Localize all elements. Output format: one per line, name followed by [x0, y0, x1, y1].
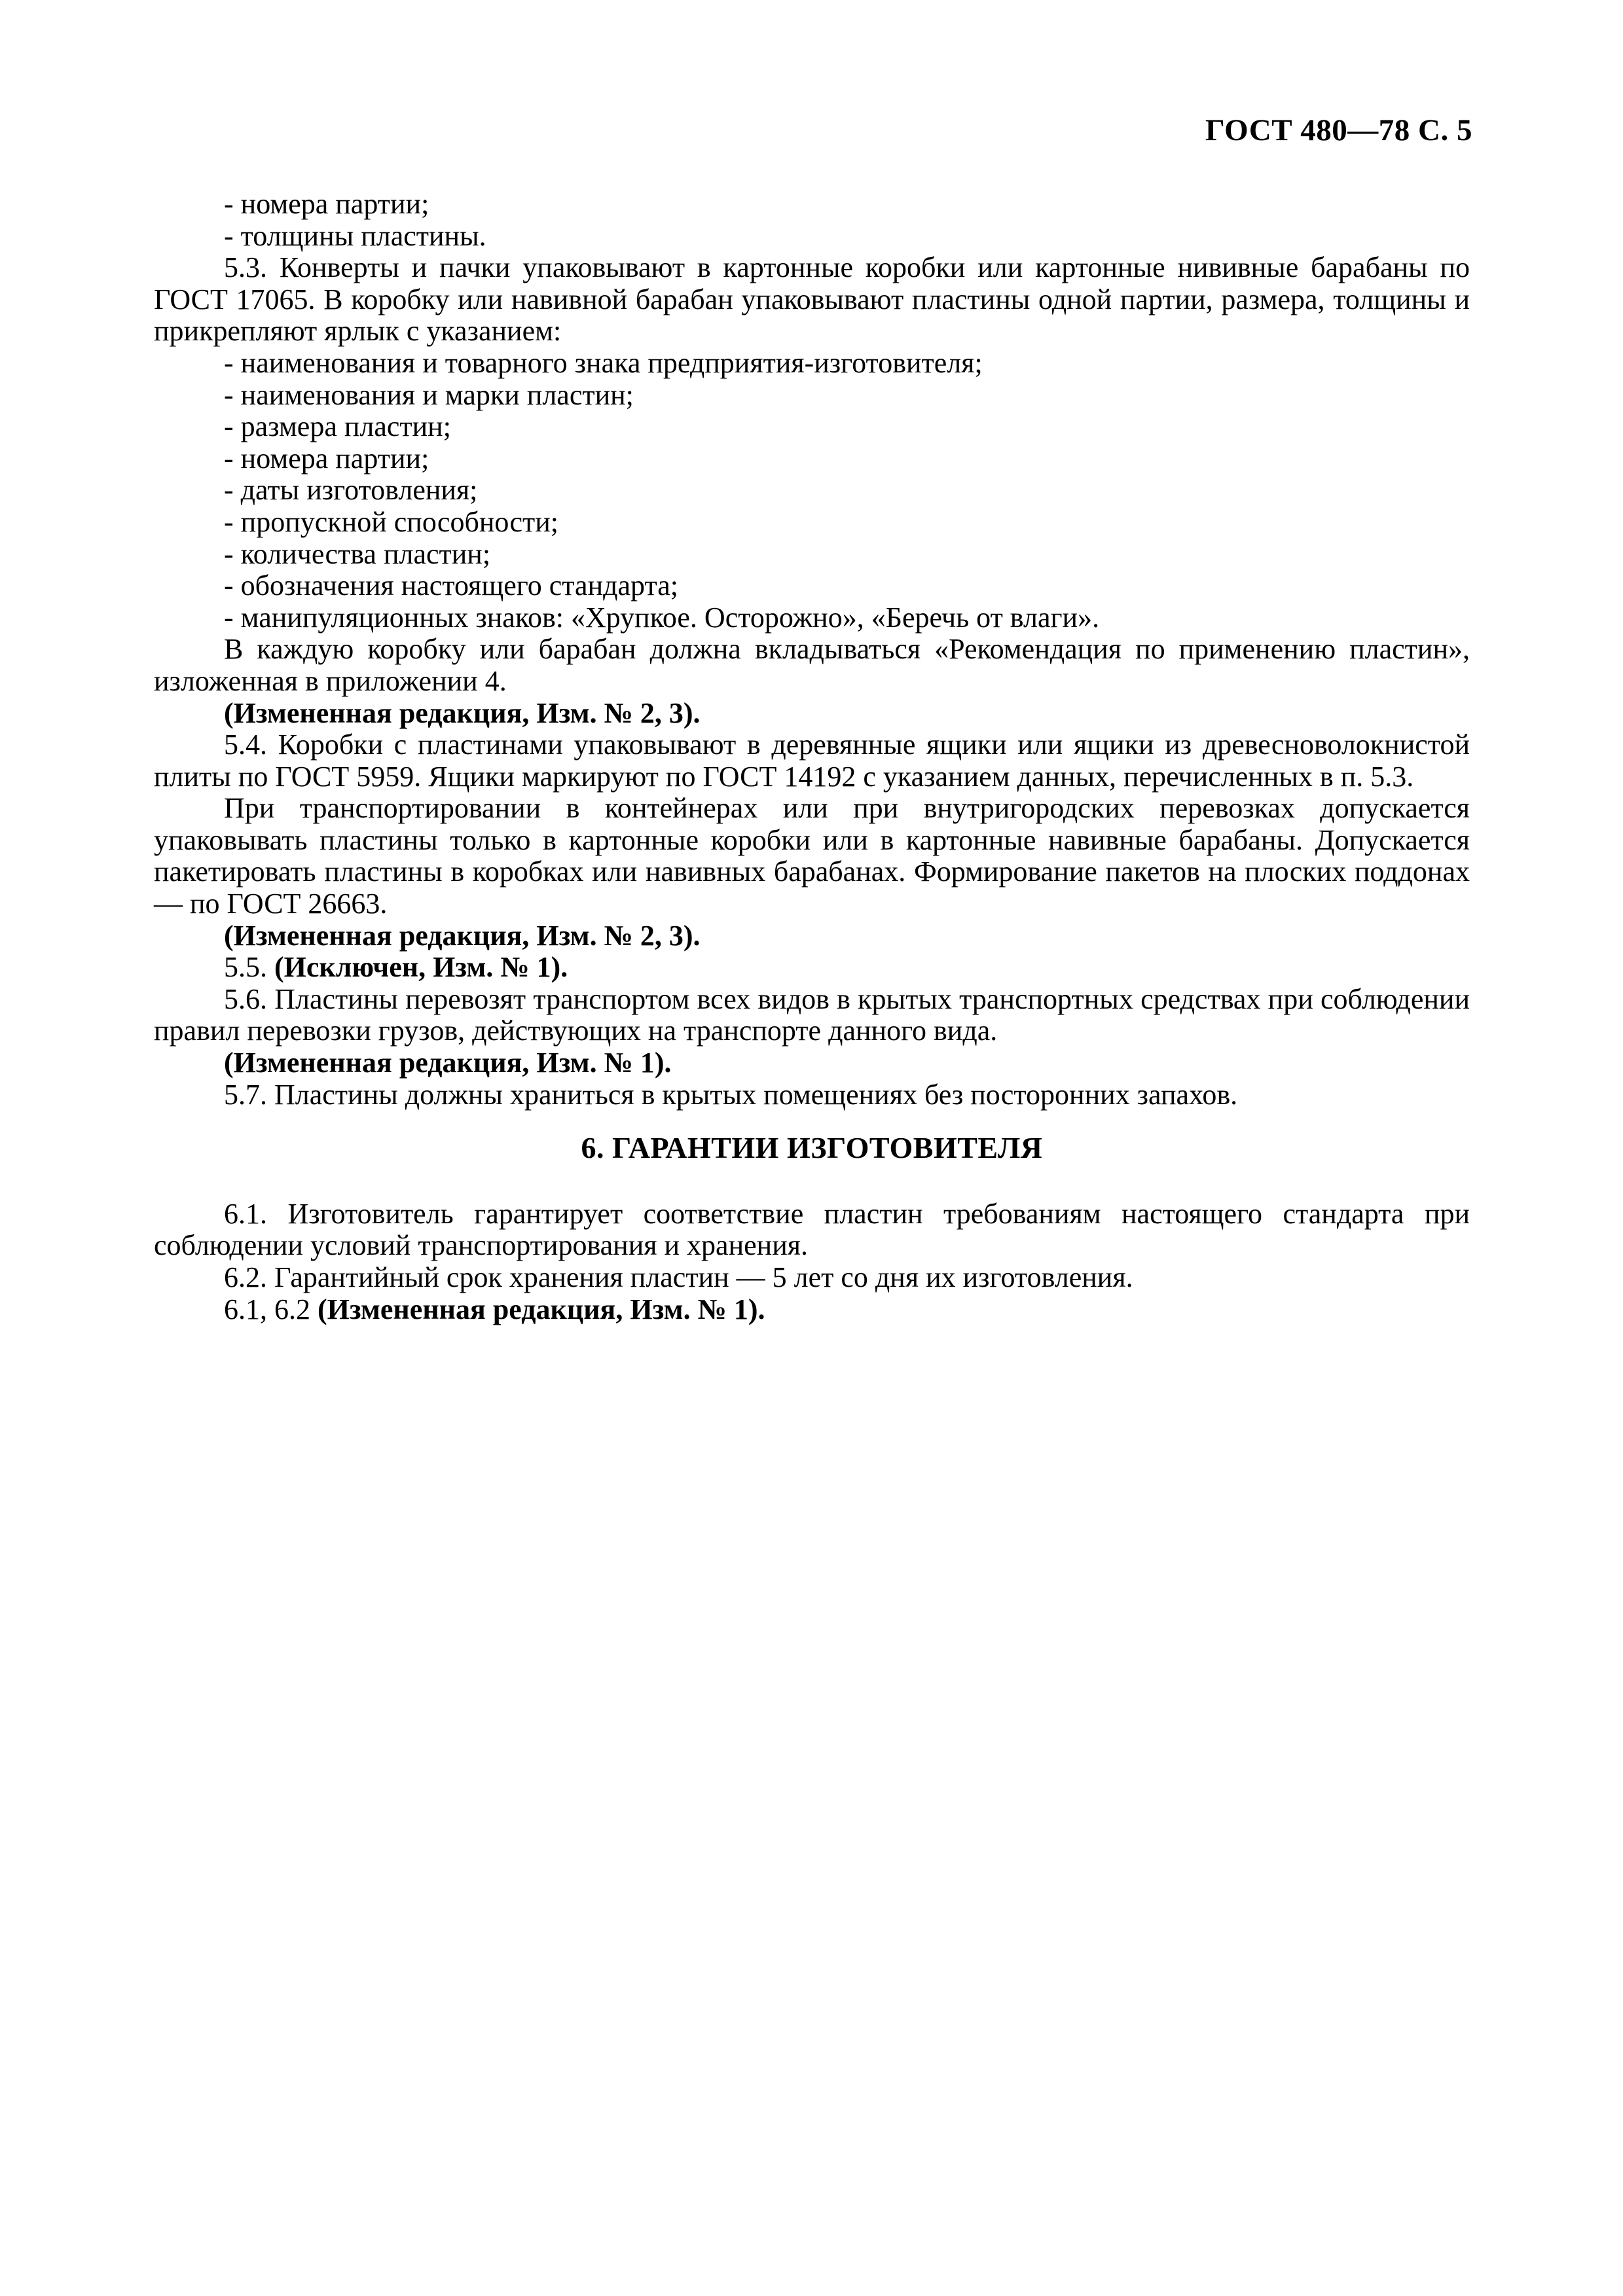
paragraph-5-3: 5.3. Конверты и пачки упаковывают в картонные коробки или картонные нививные барабаны по ГОСТ 17065. В коробку или навивной барабан упаковывают пластины одной партии, размера, толщины и прикрепляют ярлык с указанием: [154, 251, 1470, 348]
paragraph-number: 5.5. [224, 951, 267, 984]
list-item: - толщины пластины. [224, 219, 486, 252]
list-item: - количества пластин; [224, 537, 491, 570]
list-item: - размера пластин; [224, 410, 451, 443]
list-item: - наименования и марки пластин; [224, 378, 634, 411]
page-header: ГОСТ 480—78 С. 5 [1205, 113, 1472, 147]
paragraph-6-1: 6.1. Изготовитель гарантирует соответствие пластин требованиям настоящего стандарта при соблюдении условий транспортирования и хранения. [154, 1197, 1470, 1262]
paragraph-5-3-note: В каждую коробку или барабан должна вкладываться «Рекомендация по применению пластин», изложенная в приложении 4. [154, 633, 1470, 697]
list-item: - обозначения настоящего стандарта; [224, 569, 678, 602]
paragraph-6-change [154, 1294, 1470, 1326]
paragraph-5-5 [154, 952, 1470, 984]
list-item: - пропускной способности; [224, 505, 559, 538]
change-note: (Исключен, Изм. № 1). [274, 951, 568, 984]
document-body [154, 188, 1470, 1325]
list-item: - даты изготовления; [224, 474, 478, 507]
list-item: - наименования и товарного знака предприятия-изготовителя; [224, 346, 983, 379]
change-note: (Измененная редакция, Изм. № 2, 3). [224, 696, 701, 729]
paragraph-5-4-transport: При транспортировании в контейнерах или при внутригородских перевозках допускается упаковывать пластины только в картонные коробки или в картонные навивные барабаны. Допускается пакетировать пластины в коробках или навивных барабанах. Формирование пакетов на плоских поддонах — по ГОСТ 26663. [154, 792, 1470, 920]
paragraph-5-7: 5.7. Пластины должны храниться в крытых помещениях без посторонних запахов. [224, 1078, 1238, 1111]
paragraph-6-2: 6.2. Гарантийный срок хранения пластин — 5 лет со дня их изготовления. [224, 1261, 1133, 1293]
list-item: - номера партии; [224, 188, 429, 220]
paragraph-5-4: 5.4. Коробки с пластинами упаковывают в деревянные ящики или ящики из древесноволокнистой плиты по ГОСТ 5959. Ящики маркируют по ГОСТ 14192 с указанием данных, перечисленных в п. 5.3. [154, 728, 1470, 793]
paragraph-5-6: 5.6. Пластины перевозят транспортом всех видов в крытых транспортных средствах при соблюдении правил перевозки грузов, действующих на транспорте данного вида. [154, 982, 1470, 1047]
change-note: (Измененная редакция, Изм. № 1). [318, 1293, 765, 1325]
change-note: (Измененная редакция, Изм. № 2, 3). [224, 919, 701, 952]
paragraph-number: 6.1, 6.2 [224, 1293, 310, 1325]
change-note: (Измененная редакция, Изм. № 1). [224, 1047, 672, 1079]
section-heading: 6. ГАРАНТИИ ИЗГОТОВИТЕЛЯ [581, 1131, 1043, 1165]
list-item: - манипуляционных знаков: «Хрупкое. Осторожно», «Беречь от влаги». [224, 601, 1100, 634]
list-item: - номера партии; [224, 442, 429, 475]
